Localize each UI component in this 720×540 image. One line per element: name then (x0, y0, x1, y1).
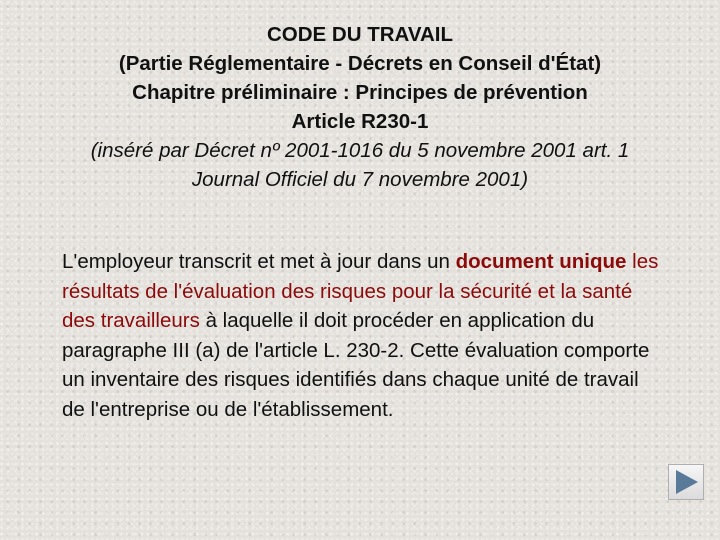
code-part: (Partie Réglementaire - Décrets en Conseil d'État) (118, 52, 602, 75)
decree-reference: (inséré par Décret nº 2001-1016 du 5 novembre 2001 art. 1 (90, 139, 630, 162)
journal-reference: Journal Officiel du 7 novembre 2001) (191, 168, 529, 191)
article-header (0, 20, 720, 194)
chapter-title: Chapitre préliminaire : Principes de prévention (132, 81, 588, 104)
article-number: Article R230-1 (291, 110, 429, 133)
document-unique-term: document unique (455, 250, 627, 273)
play-triangle-icon (673, 469, 699, 495)
article-text-rest: à laquelle il doit procéder en application du paragraphe III (a) de l'article L. 230-2. Cette évaluation comporte un inventaire des risques identifiés dans chaque unité de travail de l'entreprise ou de l'établissement. (62, 309, 650, 421)
article-text-intro: L'employeur transcrit et met à jour dans un (62, 250, 456, 273)
article-text-highlight: les résultats de l'évaluation des risques pour la sécurité et la santé des travailleurs (62, 250, 659, 332)
article-body (62, 247, 662, 424)
code-title: CODE DU TRAVAIL (266, 23, 453, 46)
next-slide-button[interactable] (668, 464, 704, 500)
